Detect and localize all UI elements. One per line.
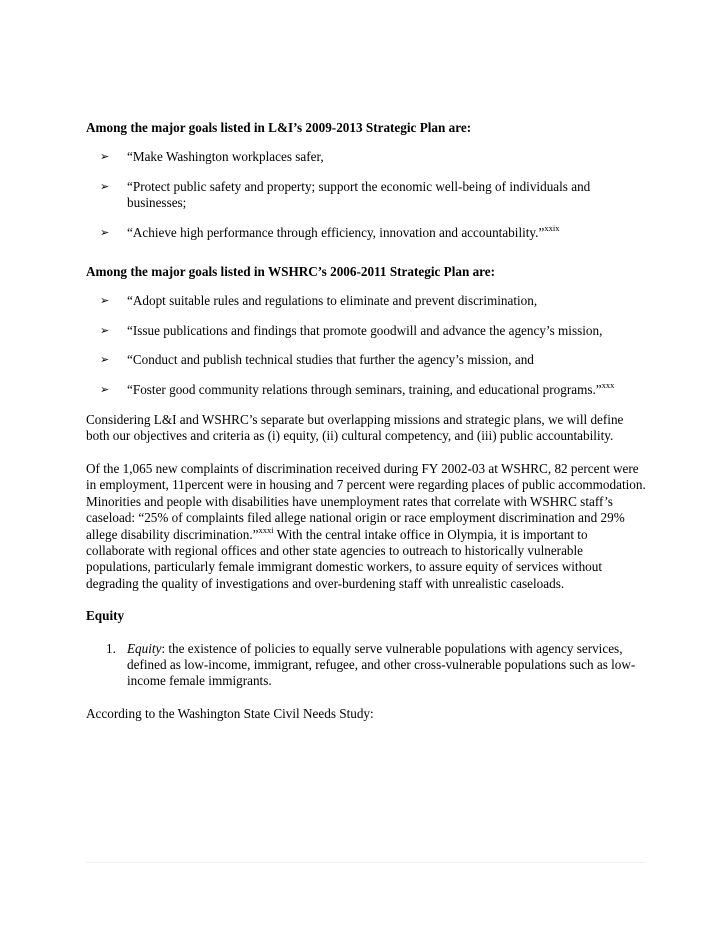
term: Equity [127,640,162,656]
list-item-text: “Make Washington workplaces safer, [127,149,324,165]
list-item [86,323,646,339]
endnote-marker: xxix [544,222,560,233]
list-item-text: “Protect public safety and property; support the economic well-being of individuals and businesses; [127,178,591,211]
endnote-marker: xxx [601,379,615,390]
list-item [86,293,646,309]
endnote-marker: xxxi [258,524,274,535]
paragraph-complaints [86,461,646,592]
arrow-bullet-icon: ➢ [100,150,110,164]
list-item [86,379,646,398]
paragraph-civil-needs: According to the Washington State Civil Needs Study: [86,705,374,721]
li-goals-list [86,149,646,241]
arrow-bullet-icon: ➢ [100,225,110,239]
document-body [86,120,646,738]
arrow-bullet-icon: ➢ [100,294,110,308]
definition-text: : the existence of policies to equally serve vulnerable populations with agency services, defined as low-income, immigrant, refugee, and other cross-vulnerable populations such as low-income female immigrants. [127,640,636,689]
arrow-bullet-icon: ➢ [100,382,110,396]
arrow-bullet-icon: ➢ [100,179,110,193]
list-item-text: “Adopt suitable rules and regulations to eliminate and prevent discrimination, [127,293,538,309]
section-heading-wshrc-goals: Among the major goals listed in WSHRC’s 2006-2011 Strategic Plan are: [86,264,496,280]
section-heading-equity: Equity [86,608,125,624]
list-item-text: “Foster good community relations through seminars, training, and educational programs.” [127,381,602,397]
arrow-bullet-icon: ➢ [100,353,110,367]
list-item [86,352,646,368]
paragraph-text: Of the 1,065 new complaints of discrimination received during FY 2002-03 at WSHRC, 82 percent were in employment, 11percent were in housing and 7 percent were regarding places of public accommodation. Minorities and people with disabilities have unemployment rates that correlate with WSHRC staff’s caseload: “25% of complaints filed allege national origin or race employment discrimination and 29% allege disability discrimination.” [86,460,646,542]
list-number: 1. [106,640,116,656]
list-item [86,222,646,241]
arrow-bullet-icon: ➢ [100,323,110,337]
list-item [86,641,646,690]
list-item-text: “Issue publications and findings that promote goodwill and advance the agency’s mission, [127,322,603,338]
wshrc-goals-list [86,293,646,398]
section-heading-li-goals: Among the major goals listed in L&I’s 2009-2013 Strategic Plan are: [86,120,472,135]
paragraph-objectives: Considering L&I and WSHRC’s separate but overlapping missions and strategic plans, we will define both our objectives and criteria as (i) equity, (ii) cultural competency, and (iii) public accountability. [86,412,624,444]
list-item-text: “Achieve high performance through efficiency, innovation and accountability.” [127,224,545,240]
list-item [86,149,646,165]
paragraph-text: With the central intake office in Olympia, it is important to collaborate with regional offices and other state agencies to outreach to historically vulnerable populations, particularly female immigrant domestic workers, to assure equity of services without degrading the quality of investigations and over-burdening staff with unrealistic caseloads. [86,526,603,591]
list-item-text: “Conduct and publish technical studies that further the agency’s mission, and [127,352,534,368]
page-bottom-divider [86,862,646,863]
equity-criteria-list [86,641,646,690]
list-item [86,179,646,212]
